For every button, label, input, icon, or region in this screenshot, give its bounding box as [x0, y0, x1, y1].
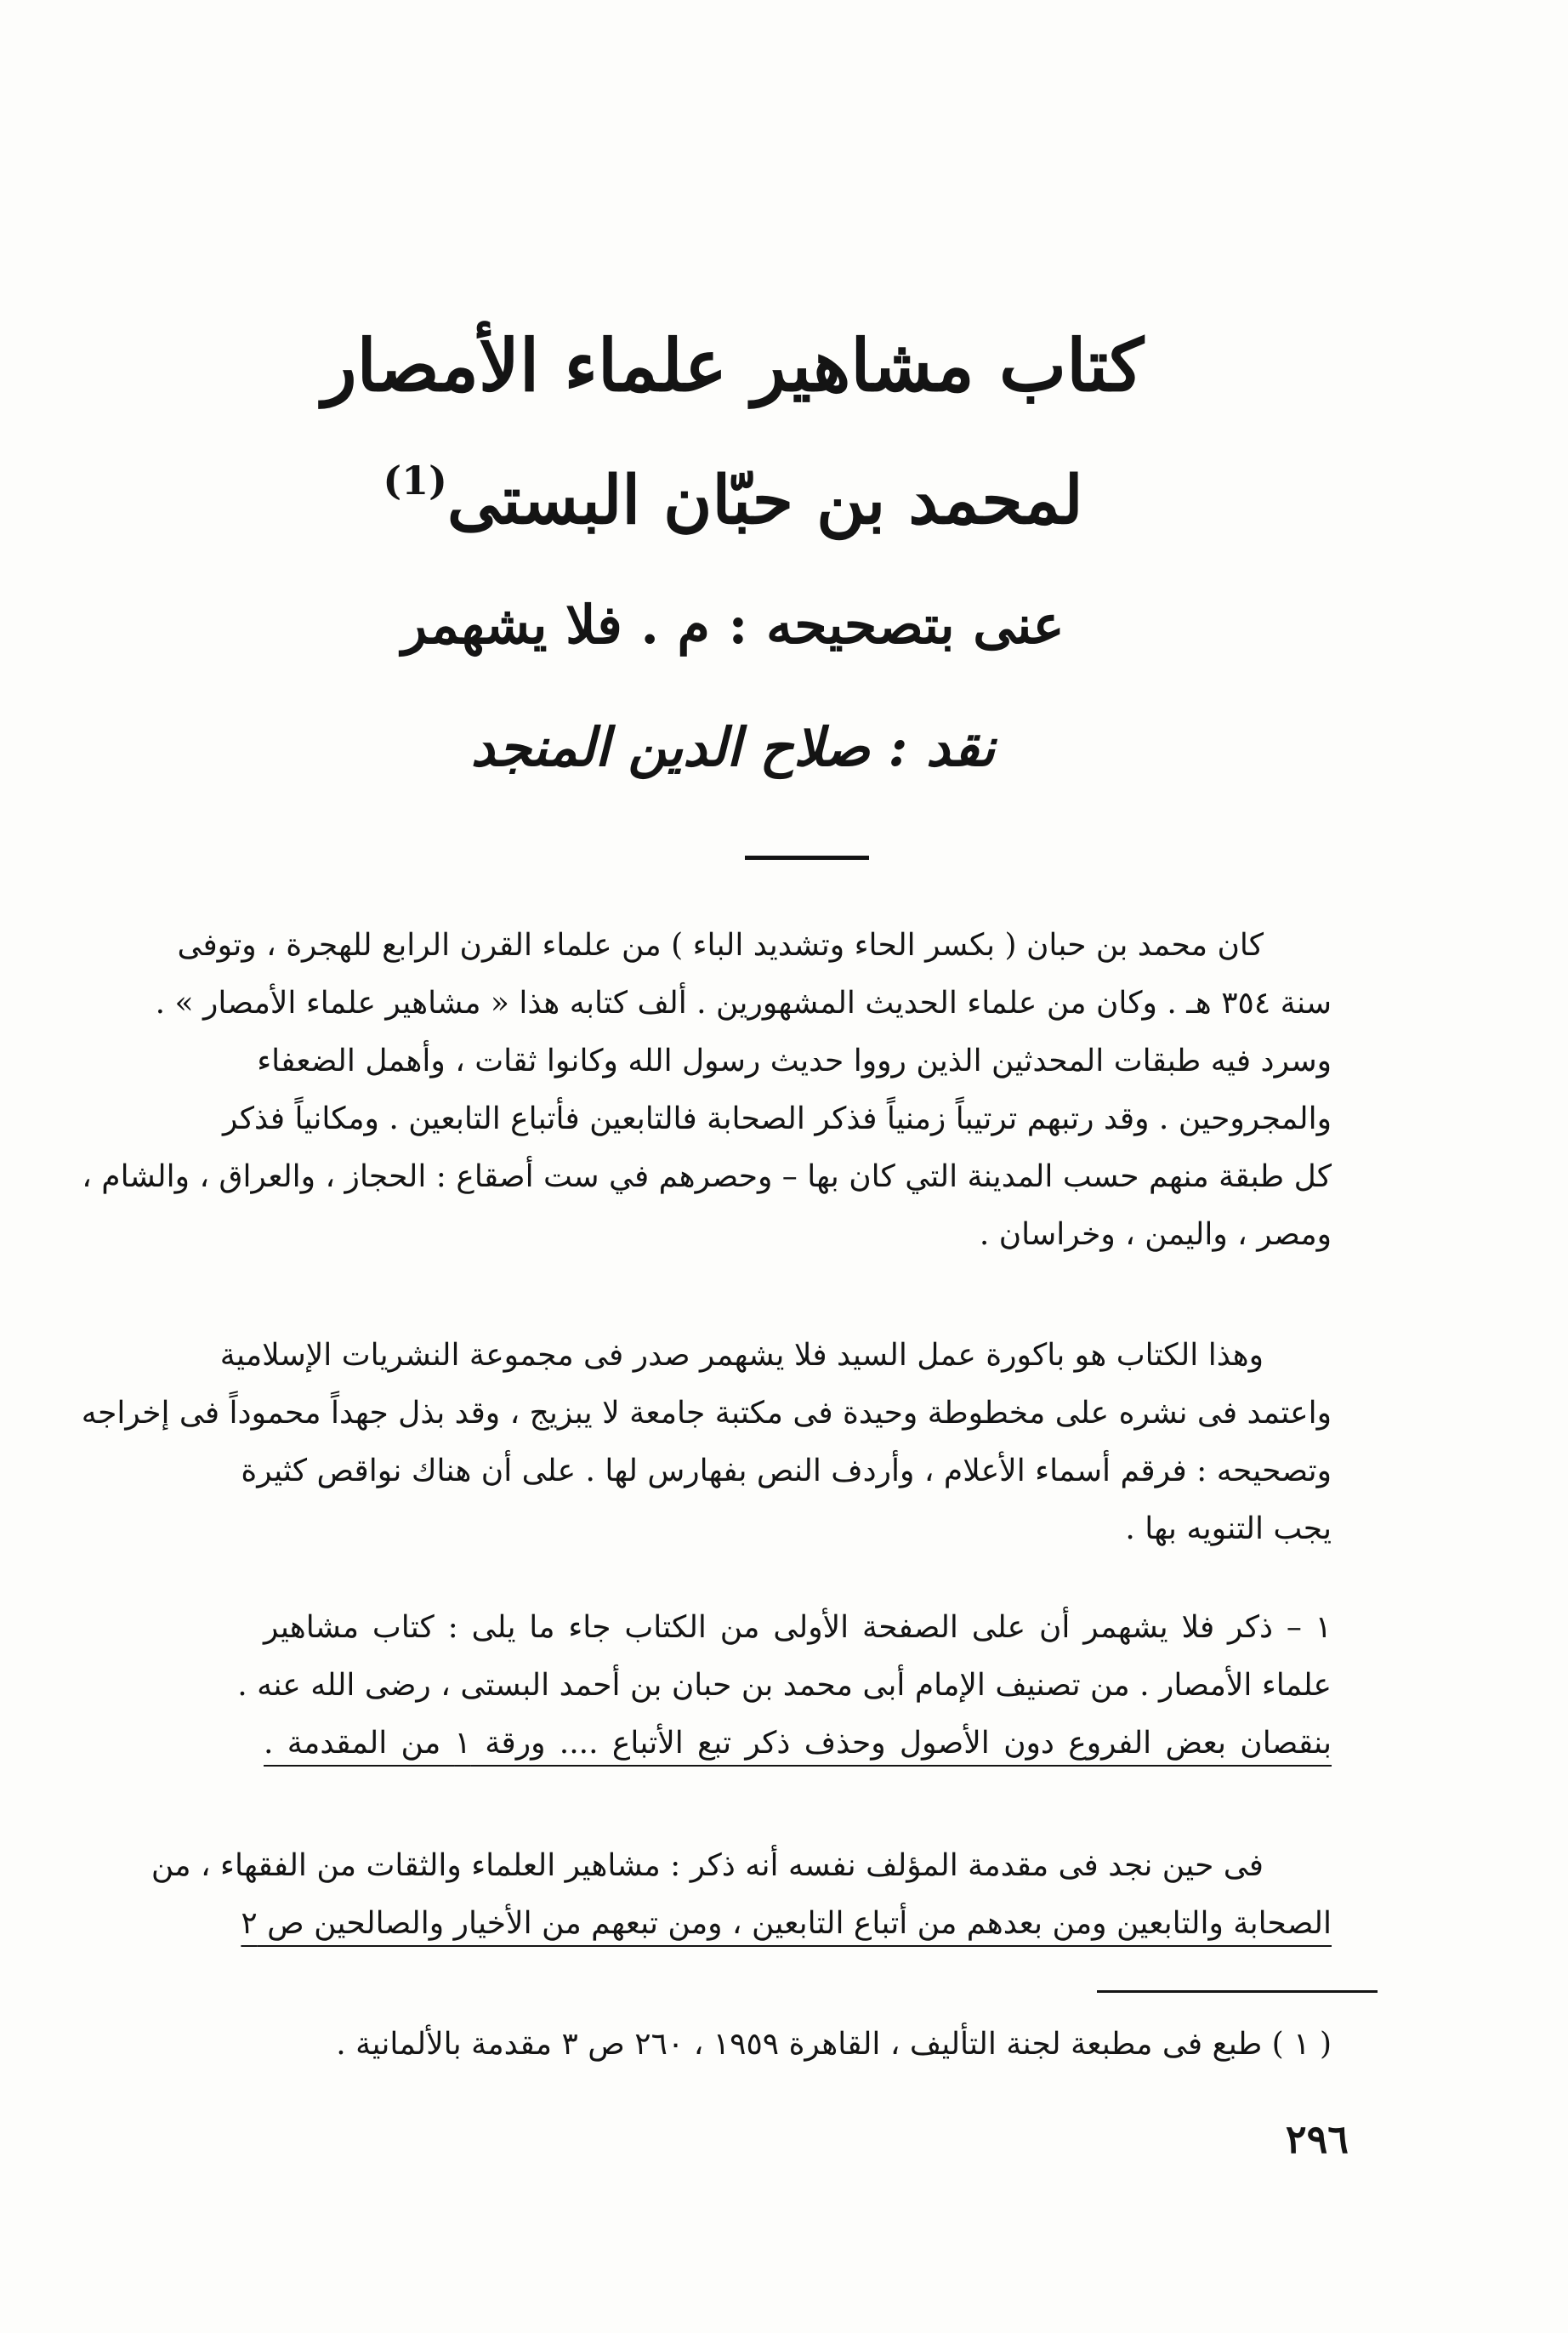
- footnote-divider: [1097, 1990, 1378, 1993]
- text-line: وهذا الكتاب هو باكورة عمل السيد فلا يشهمر صدر فى مجموعة النشريات الإسلامية: [219, 1338, 1264, 1373]
- title-divider: [745, 856, 869, 860]
- footnote-ref[interactable]: (1): [383, 458, 447, 504]
- book-author: [0, 458, 1568, 539]
- text-line: سنة ٣٥٤ هـ . وكان من علماء الحديث المشهورين . ألف كتابه هذا « مشاهير علماء الأمصار » .: [155, 986, 1332, 1021]
- text-line: واعتمد فى نشره على مخطوطة وحيدة فى مكتبة جامعة لا يبزيج ، وقد بذل جهداً محموداً فى إخراجه: [81, 1396, 1332, 1431]
- text-line: كان محمد بن حبان ( بكسر الحاء وتشديد الباء ) من علماء القرن الرابع للهجرة ، وتوفى: [177, 928, 1264, 963]
- paragraph-2: [81, 1327, 1332, 1558]
- text-line-underlined: بنقصان بعض الفروع دون الأصول وحذف ذكر تبع الأتباع .... ورقة ١ من المقدمة .: [264, 1726, 1332, 1761]
- paragraph-1: [82, 917, 1332, 1264]
- footnote: ( ١ ) طبع فى مطبعة لجنة التأليف ، القاهرة ١٩٥٩ ، ٢٦٠ ص ٣ مقدمة بالألمانية .: [336, 2027, 1332, 2062]
- book-title: كتاب مشاهير علماء الأمصار: [321, 323, 1145, 407]
- text-line: يجب التنويه بها .: [1125, 1511, 1332, 1546]
- paragraph-3: [237, 1599, 1332, 1773]
- text-line: ومصر ، واليمن ، وخراسان .: [979, 1217, 1332, 1252]
- text-line: ١ – ذكر فلا يشهمر أن على الصفحة الأولى من الكتاب جاء ما يلى : كتاب مشاهير: [264, 1610, 1332, 1645]
- editor-line: عنى بتصحيحه : م . فلا يشهمر: [401, 594, 1065, 656]
- text-line: فى حين نجد فى مقدمة المؤلف نفسه أنه ذكر : مشاهير العلماء والثقات من الفقهاء ، من: [151, 1848, 1264, 1883]
- text-line-underlined: الصحابة والتابعين ومن بعدهم من أتباع التابعين ، ومن تبعهم من الأخيار والصالحين ص ٢: [241, 1906, 1332, 1941]
- author-name: لمحمد بن حبّان البستى: [446, 462, 1083, 539]
- text-line: والمجروحين . وقد رتبهم ترتيباً زمنياً فذكر الصحابة فالتابعين فأتباع التابعين . ومكانياً فذكر: [223, 1101, 1332, 1136]
- text-line: وتصحيحه : فرقم أسماء الأعلام ، وأردف النص بفهارس لها . على أن هناك نواقص كثيرة: [241, 1454, 1332, 1488]
- paragraph-4: [151, 1837, 1332, 1953]
- text-line: علماء الأمصار . من تصنيف الإمام أبى محمد بن حبان بن أحمد البستى ، رضى الله عنه .: [237, 1668, 1332, 1703]
- text-line: كل طبقة منهم حسب المدينة التي كان بها – وحصرهم في ست أصقاع : الحجاز ، والعراق ، والشام ،: [82, 1159, 1332, 1194]
- text-line: وسرد فيه طبقات المحدثين الذين رووا حديث رسول الله وكانوا ثقات ، وأهمل الضعفاء: [257, 1044, 1332, 1078]
- page-number: ٢٩٦: [1285, 2116, 1349, 2162]
- reviewer-line: نقد : صلاح الدين المنجد: [470, 716, 996, 778]
